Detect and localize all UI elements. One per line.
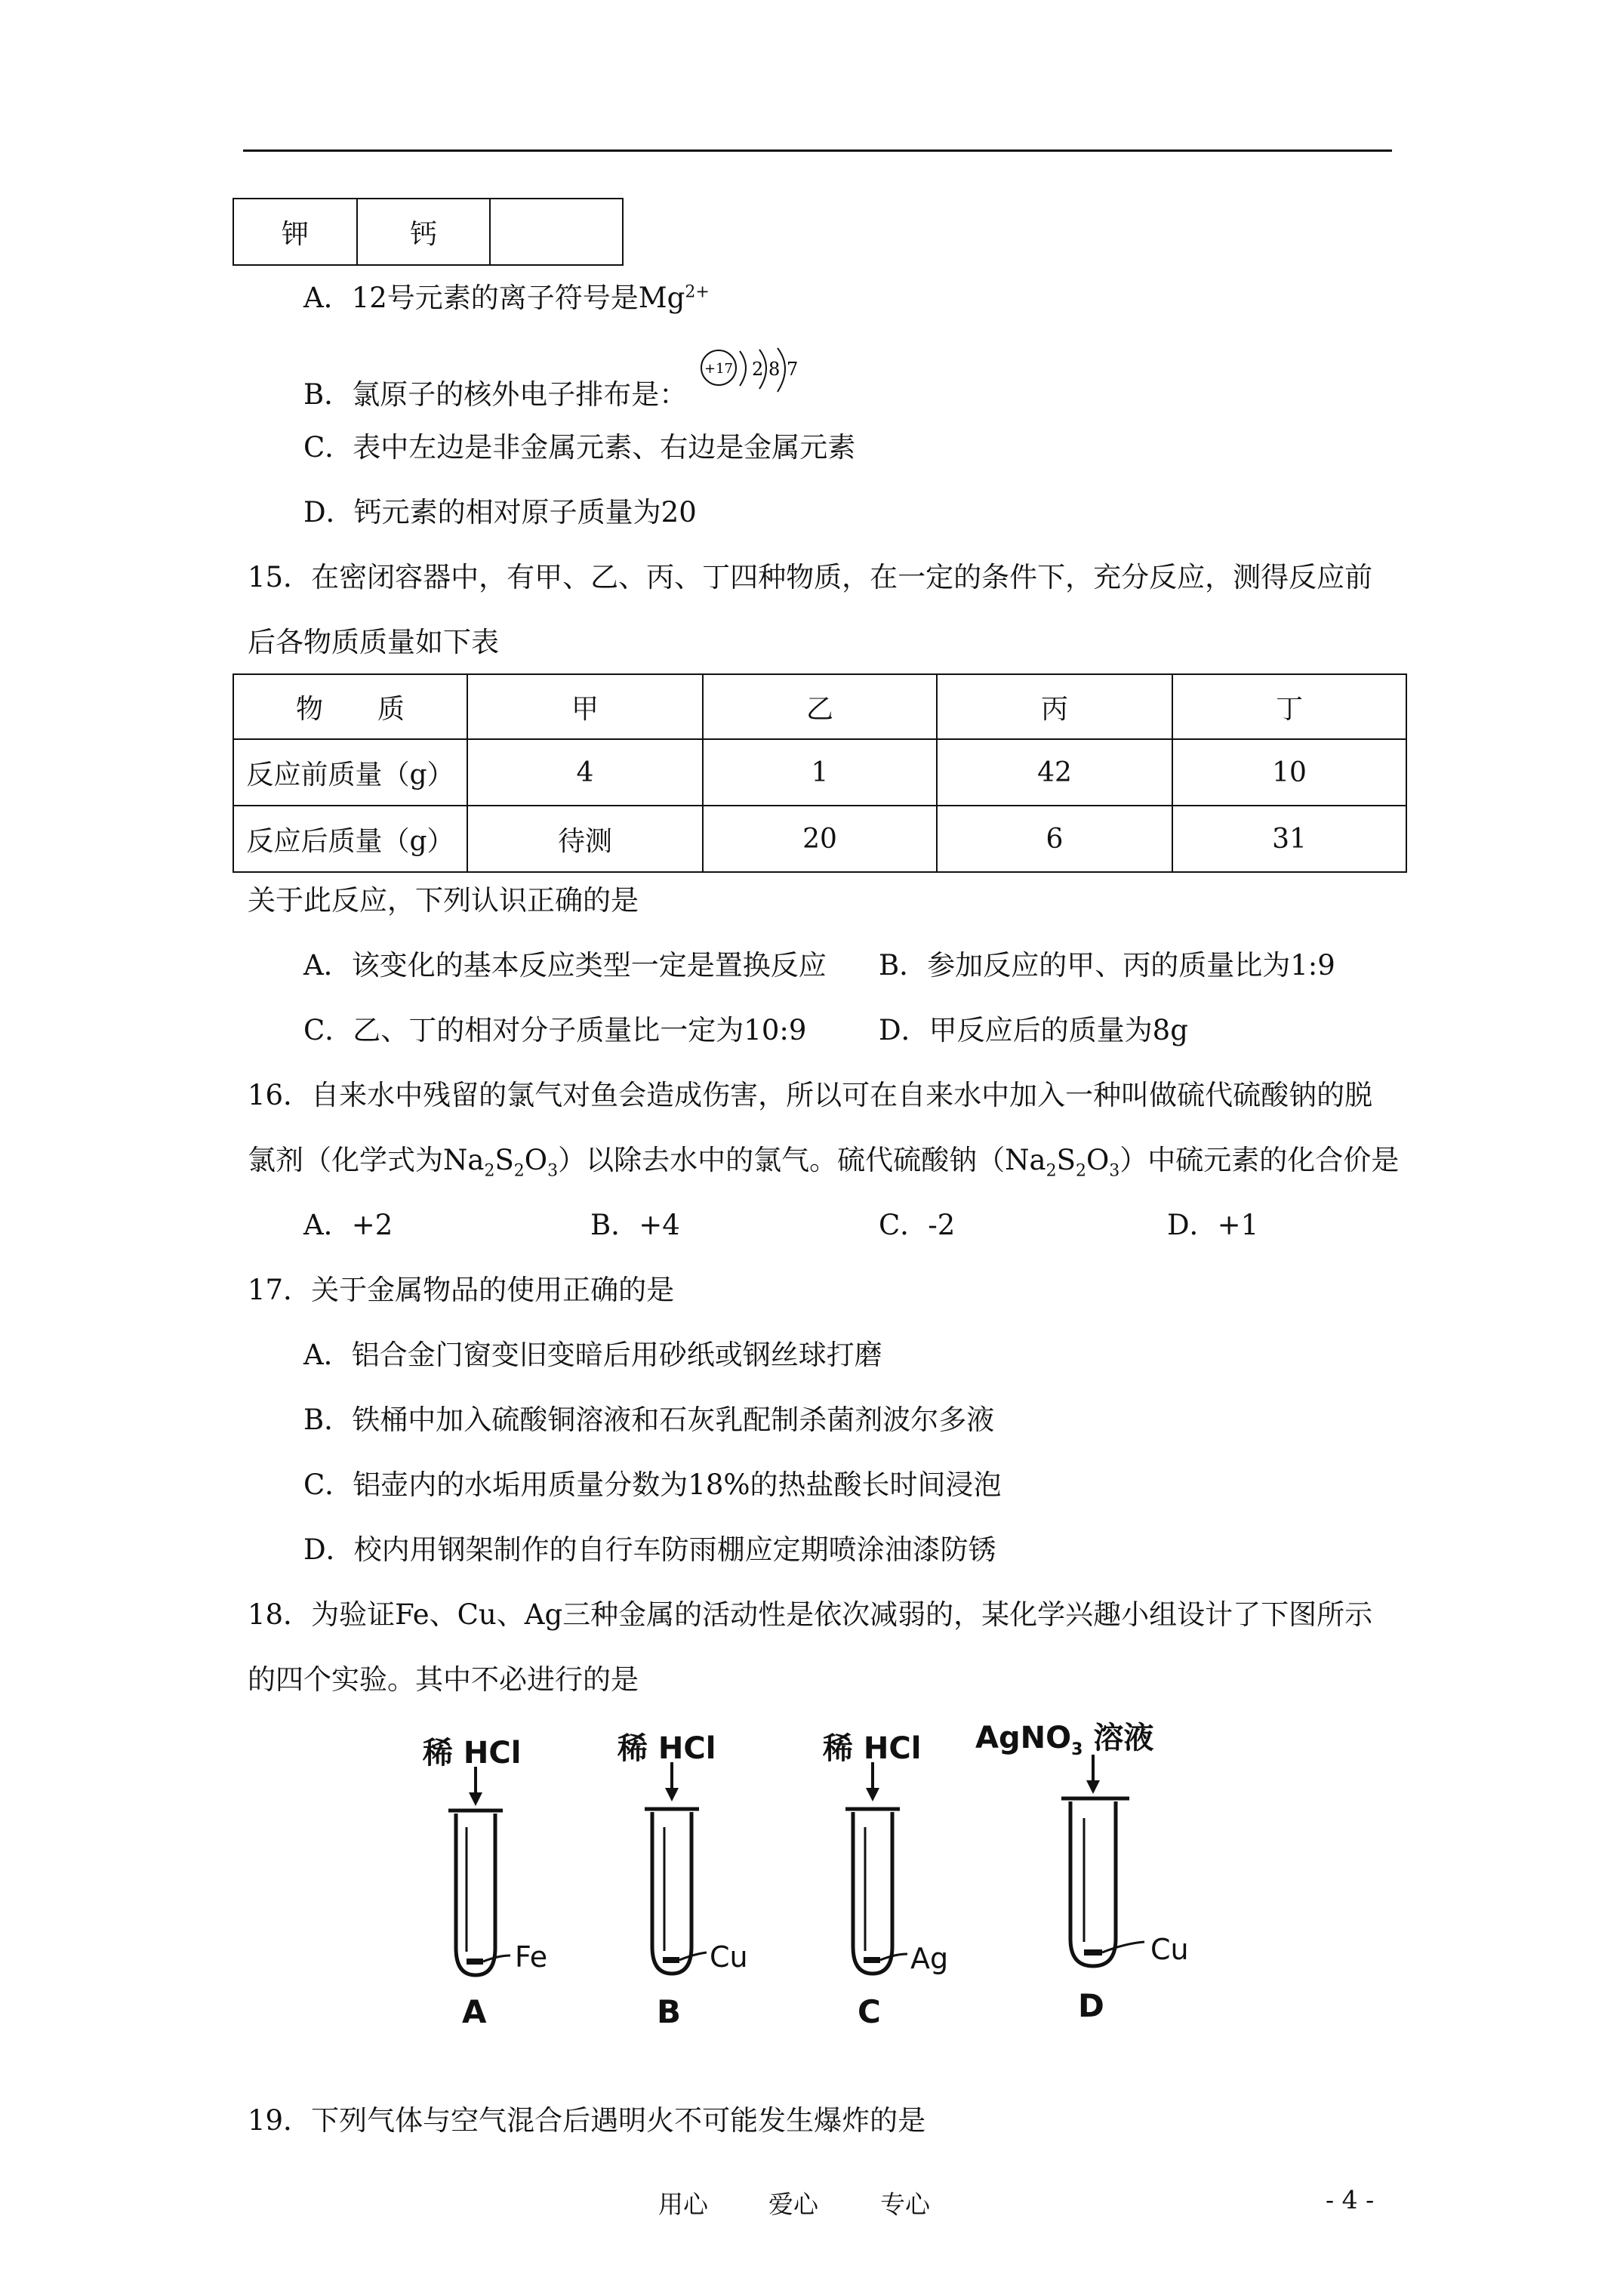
- chlorine-electron-diagram: [693, 344, 814, 404]
- q15-option-c: C．乙、丁的相对分子质量比一定为10:9: [303, 1014, 807, 1046]
- q14-option-a: A．12号元素的离子符号是$Mg^{2+}$: [303, 282, 710, 314]
- q18-stem-line2: 的四个实验。其中不必进行的是: [248, 1663, 639, 1696]
- shell-3-electrons: 7: [787, 359, 799, 380]
- table-cell: 丁: [1172, 674, 1406, 739]
- table-cell: 待测: [467, 806, 703, 872]
- q15-option-a: A．该变化的基本反应类型一定是置换反应: [303, 949, 827, 982]
- shell-1-electrons: 2: [752, 359, 764, 380]
- table-cell: 物 质: [233, 674, 467, 739]
- q16-option-c: C．-2: [879, 1209, 956, 1241]
- table-cell: 6: [937, 806, 1172, 872]
- q16-option-d: D．+1: [1167, 1209, 1259, 1241]
- table-row: [233, 739, 1406, 806]
- q15-ask: 关于此反应，下列认识正确的是: [248, 884, 639, 917]
- header-rule: [243, 149, 1392, 152]
- table-row: [233, 806, 1406, 872]
- tube-letter-c: C: [858, 1993, 881, 2030]
- q15-option-b: B．参加反应的甲、丙的质量比为1:9: [879, 949, 1335, 982]
- reagent-label-b: 稀 HCl: [617, 1731, 716, 1766]
- q15-stem-line1: 15．在密闭容器中，有甲、乙、丙、丁四种物质，在一定的条件下，充分反应，测得反应前: [248, 561, 1373, 593]
- table-cell: 反应前质量（g）: [233, 739, 467, 806]
- q16-stem-line2: 氯剂（化学式为$Na_2S_2O_3$）以除去水中的氯气。硫代硫酸钠$(Na_2S_2O_3)$中硫元素的化合价是: [248, 1144, 1400, 1181]
- tube-letter-b: B: [657, 1993, 682, 2030]
- table-header-row: [233, 674, 1406, 739]
- metal-label-d: Cu: [1150, 1933, 1189, 1966]
- footer-motto-2: 爱心: [768, 2190, 818, 2219]
- table-cell: 31: [1172, 806, 1406, 872]
- q15-stem-line2: 后各物质质量如下表: [248, 626, 499, 658]
- q16-stem-line1: 16．自来水中残留的氯气对鱼会造成伤害，所以可在自来水中加入一种叫做硫代硫酸钠的脱: [248, 1079, 1373, 1111]
- q14-option-c: C．表中左边是非金属元素、右边是金属元素: [303, 431, 856, 464]
- metal-label-b: Cu: [710, 1940, 748, 1974]
- element-table-fragment: [233, 198, 624, 266]
- tube-letter-d: D: [1078, 1987, 1104, 2024]
- footer-motto-1: 用心: [658, 2190, 708, 2219]
- q15-option-d: D．甲反应后的质量为8g: [879, 1014, 1188, 1046]
- table-cell: [490, 199, 623, 265]
- q17-option-b: B．铁桶中加入硫酸铜溶液和石灰乳配制杀菌剂波尔多液: [303, 1404, 995, 1436]
- table-cell: 10: [1172, 739, 1406, 806]
- test-tube-c: [835, 1762, 971, 1986]
- page-number: - 4 -: [1326, 2185, 1375, 2214]
- shell-2-electrons: 8: [768, 359, 781, 380]
- test-tube-b: [634, 1762, 770, 1986]
- table-cell: 1: [703, 739, 937, 806]
- reagent-label-d: AgNO$_3$ 溶液: [975, 1721, 1154, 1759]
- tube-letter-a: A: [462, 1993, 487, 2030]
- table-cell: 丙: [937, 674, 1172, 739]
- q15-mass-table: [233, 673, 1407, 873]
- table-cell: 钙: [357, 199, 490, 265]
- metal-label-c: Ag: [910, 1942, 949, 1975]
- q14-option-b: B．氯原子的核外电子排布是：: [303, 378, 688, 411]
- q18-stem-line1: 18．为验证Fe、Cu、Ag三种金属的活动性是依次减弱的，某化学兴趣小组设计了下图所示: [248, 1598, 1373, 1631]
- table-cell: 20: [703, 806, 937, 872]
- footer-motto-3: 专心: [880, 2190, 930, 2219]
- q16-option-a: A．+2: [303, 1209, 393, 1241]
- q17-option-a: A．铝合金门窗变旧变暗后用砂纸或钢丝球打磨: [303, 1339, 882, 1371]
- reagent-label-a: 稀 HCl: [423, 1736, 522, 1771]
- table-cell: 甲: [467, 674, 703, 739]
- test-tube-a: [438, 1767, 574, 1986]
- table-cell: 反应后质量（g）: [233, 806, 467, 872]
- test-tube-figure: [408, 1714, 1253, 2039]
- reagent-label-c: 稀 HCl: [823, 1731, 922, 1766]
- q16-option-b: B．+4: [590, 1209, 680, 1241]
- nucleus-label: +17: [704, 361, 733, 377]
- table-cell: 4: [467, 739, 703, 806]
- q19-stem: 19．下列气体与空气混合后遇明火不可能发生爆炸的是: [248, 2104, 926, 2137]
- q17-option-c: C．铝壶内的水垢用质量分数为18%的热盐酸长时间浸泡: [303, 1469, 1002, 1501]
- table-cell: 乙: [703, 674, 937, 739]
- table-cell: 42: [937, 739, 1172, 806]
- q17-stem: 17．关于金属物品的使用正确的是: [248, 1274, 675, 1306]
- q14-option-d: D．钙元素的相对原子质量为20: [303, 496, 697, 529]
- metal-label-a: Fe: [515, 1940, 548, 1974]
- q17-option-d: D．校内用钢架制作的自行车防雨棚应定期喷涂油漆防锈: [303, 1533, 996, 1566]
- table-cell: 钾: [233, 199, 357, 265]
